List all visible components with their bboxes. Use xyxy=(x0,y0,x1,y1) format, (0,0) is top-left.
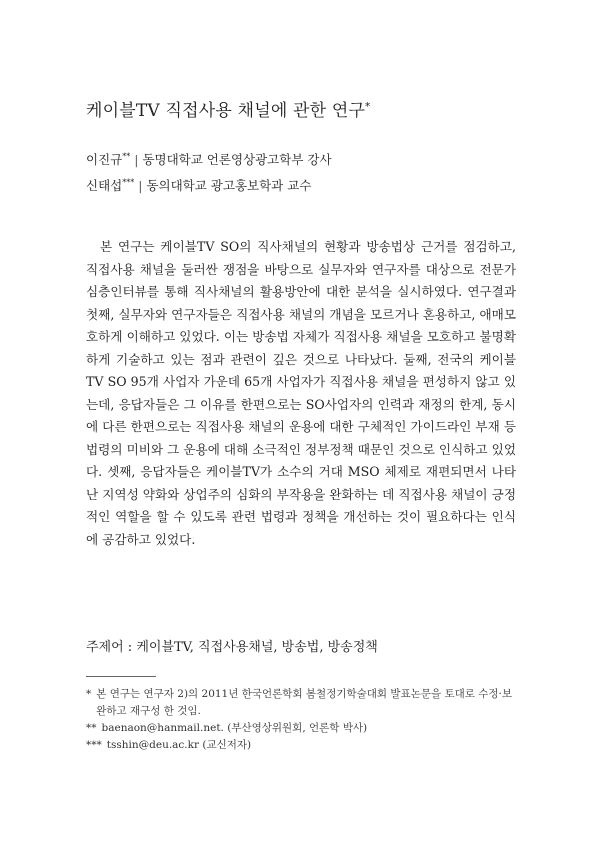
footnotes xyxy=(86,686,516,754)
footnote-mark: *** xyxy=(86,739,102,751)
author-footnote-mark: *** xyxy=(122,177,135,187)
abstract-paragraph: 본 연구는 케이블TV SO의 직사채널의 현황과 방송법상 근거를 점검하고, 직접사용 채널을 둘러싼 쟁점을 바탕으로 실무자와 연구자를 대상으로 전문가 심층인터뷰를 통해 직사채널의 활용방안에 대한 분석을 실시하였다. 연구결과 첫째, 실무자와 연구자들은 직접사용 채널의 개념을 모르거나 혼용하고, 애매모호하게 이해하고 있었다. 이는 방송법 자체가 직접사용 채널을 모호하고 불명확하게 기술하고 있는 점과 관련이 깊은 것으로 나타났다. 둘째, 전국의 케이블TV SO 95개 사업자 가운데 65개 사업자가 직접사용 채널을 편성하지 않고 있는데, 응답자들은 그 이유를 한편으로는 SO사업자의 인력과 재정의 한계, 동시에 다른 한편으로는 직접사용 채널의 운용에 대한 구체적인 가이드라인 부재 등 법령의 미비와 그 운용에 대해 소극적인 정부정책 때문인 것으로 인식하고 있었다. 셋째, 응답자들은 케이블TV가 소수의 거대 MSO 체제로 재편되면서 나타난 지역성 약화와 상업주의 심화의 부작용을 완화하는 데 직접사용 채널이 긍정적인 역할을 할 수 있도록 관련 법령과 정책을 개선하는 것이 필요하다는 인식에 공감하고 있었다. xyxy=(86,239,516,547)
footnote-item xyxy=(86,737,516,754)
footnote-mark: ** xyxy=(86,722,97,734)
author-line-1 xyxy=(86,150,332,168)
footnote-item xyxy=(86,720,516,737)
footnote-divider xyxy=(86,676,156,677)
keywords-line xyxy=(86,636,378,655)
author-separator: | xyxy=(134,152,139,167)
footnote-text: tsshin@deu.ac.kr (교신저자) xyxy=(106,739,252,751)
author-name: 신태섭 xyxy=(86,178,123,193)
author-affiliation: 동명대학교 언론영상광고학부 강사 xyxy=(142,152,332,167)
paper-title-text: 케이블TV 직접사용 채널에 관한 연구 xyxy=(86,101,366,121)
author-footnote-mark: ** xyxy=(122,151,131,161)
paper-title xyxy=(86,96,370,121)
title-footnote-mark: * xyxy=(365,101,371,113)
footnote-item xyxy=(86,686,516,720)
keywords-list: 케이블TV, 직접사용채널, 방송법, 방송정책 xyxy=(136,640,378,655)
footnote-mark: * xyxy=(86,688,92,700)
author-affiliation: 동의대학교 광고홍보학과 교수 xyxy=(146,178,312,193)
author-separator: | xyxy=(138,178,143,193)
author-name: 이진규 xyxy=(86,152,123,167)
footnote-text: 본 연구는 연구자 2)의 2011년 한국언론학회 봄철정기학술대회 발표논문을 토대로 수정·보완하고 재구성 한 것임. xyxy=(96,688,512,717)
author-line-2 xyxy=(86,176,311,194)
keywords-label: 주제어 : xyxy=(86,640,133,655)
footnote-text: baenaon@hanmail.net. (부산영상위원회, 언론학 박사) xyxy=(101,722,368,734)
